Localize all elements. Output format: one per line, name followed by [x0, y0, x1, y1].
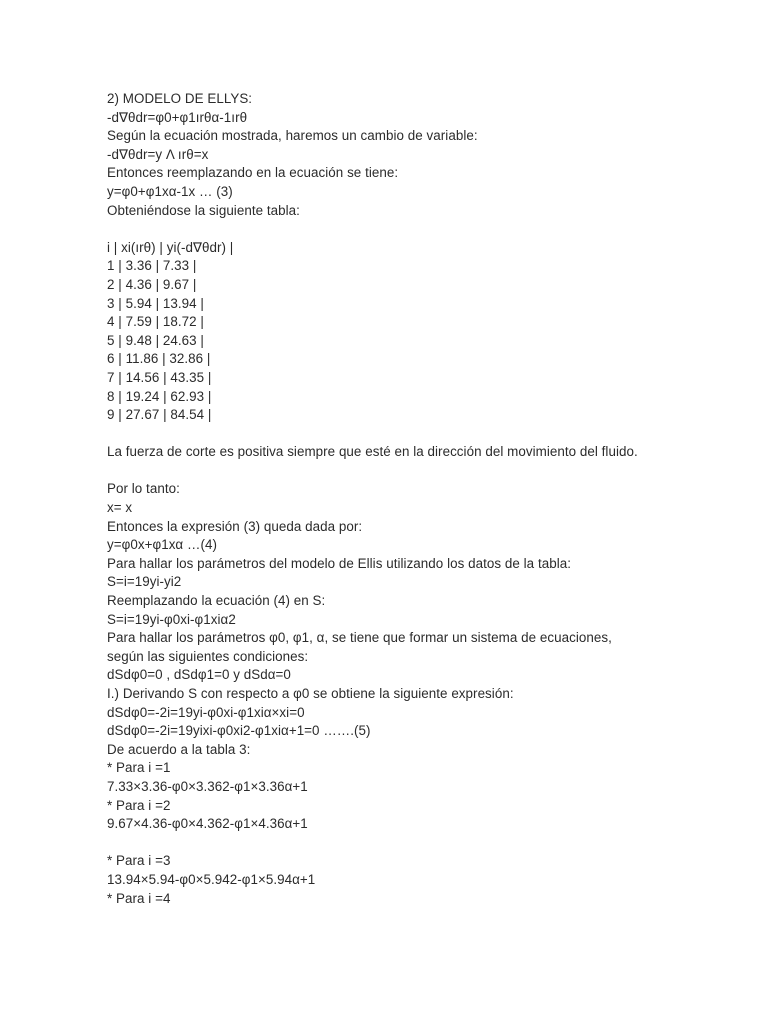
document-line: Por lo tanto: — [107, 481, 180, 497]
document-line: 1 | 3.36 | 7.33 | — [107, 258, 197, 274]
document-line: y=φ0x+φ1xα …(4) — [107, 537, 217, 553]
document-line: 2 | 4.36 | 9.67 | — [107, 276, 197, 292]
blank-line — [107, 834, 747, 853]
document-line: 4 | 7.59 | 18.72 | — [107, 314, 204, 330]
document-line: dSdφ0=-2i=19yi-φ0xi-φ1xiα×xi=0 — [107, 704, 305, 720]
document-line: * Para i =3 — [107, 853, 171, 869]
document-line: * Para i =2 — [107, 797, 171, 813]
document-line: Entonces reemplazando en la ecuación se tiene: — [107, 165, 399, 181]
document-line: Obteniéndose la siguiente tabla: — [107, 202, 300, 218]
document-line: 2) MODELO DE ELLYS: — [107, 91, 253, 106]
document-line: dSdφ0=0 , dSdφ1=0 y dSdα=0 — [107, 667, 291, 683]
blank-line — [107, 220, 747, 239]
document-line: 7 | 14.56 | 43.35 | — [107, 369, 212, 385]
document-line: La fuerza de corte es positiva siempre que esté en la dirección del movimiento del fluido. — [107, 444, 638, 460]
document-line: * Para i =4 — [107, 890, 171, 906]
document-line: Reemplazando la ecuación (4) en S: — [107, 593, 326, 609]
document-line: 3 | 5.94 | 13.94 | — [107, 295, 204, 311]
document-line: S=i=19yi-yi2 — [107, 574, 182, 590]
blank-line — [107, 462, 747, 481]
blank-line — [107, 425, 747, 444]
document-line: 9 | 27.67 | 84.54 | — [107, 407, 212, 423]
document-line: Según la ecuación mostrada, haremos un cambio de variable: — [107, 128, 478, 144]
document-line: 6 | 11.86 | 32.86 | — [107, 351, 211, 367]
document-line: y=φ0+φ1xα-1x … (3) — [107, 183, 233, 199]
document-line: -d∇θdr=φ0+φ1ırθα-1ırθ — [107, 109, 248, 125]
document-line: i | xi(ırθ) | yi(-d∇θdr) | — [107, 239, 234, 255]
document-line: De acuerdo a la tabla 3: — [107, 741, 251, 757]
document-line: * Para i =1 — [107, 760, 171, 776]
document-line: S=i=19yi-φ0xi-φ1xiα2 — [107, 611, 236, 627]
document-line: 7.33×3.36-φ0×3.362-φ1×3.36α+1 — [107, 778, 308, 794]
document-line: 9.67×4.36-φ0×4.362-φ1×4.36α+1 — [107, 816, 308, 832]
document-line: 5 | 9.48 | 24.63 | — [107, 332, 204, 348]
document-line: Para hallar los parámetros φ0, φ1, α, se tiene que formar un sistema de ecuaciones, — [107, 630, 612, 646]
document-body — [107, 90, 747, 908]
document-line: Entonces la expresión (3) queda dada por: — [107, 518, 363, 534]
document-line: 8 | 19.24 | 62.93 | — [107, 388, 212, 404]
document-line: Para hallar los parámetros del modelo de Ellis utilizando los datos de la tabla: — [107, 555, 572, 571]
document-line: según las siguientes condiciones: — [107, 648, 309, 664]
document-line: 13.94×5.94-φ0×5.942-φ1×5.94α+1 — [107, 871, 316, 887]
document-line: I.) Derivando S con respecto a φ0 se obtiene la siguiente expresión: — [107, 686, 514, 701]
document-line: x= x — [107, 500, 133, 516]
document-line: -d∇θdr=y Λ ırθ=x — [107, 146, 209, 162]
document-line: dSdφ0=-2i=19yixi-φ0xi2-φ1xiα+1=0 …….(5) — [107, 723, 371, 739]
